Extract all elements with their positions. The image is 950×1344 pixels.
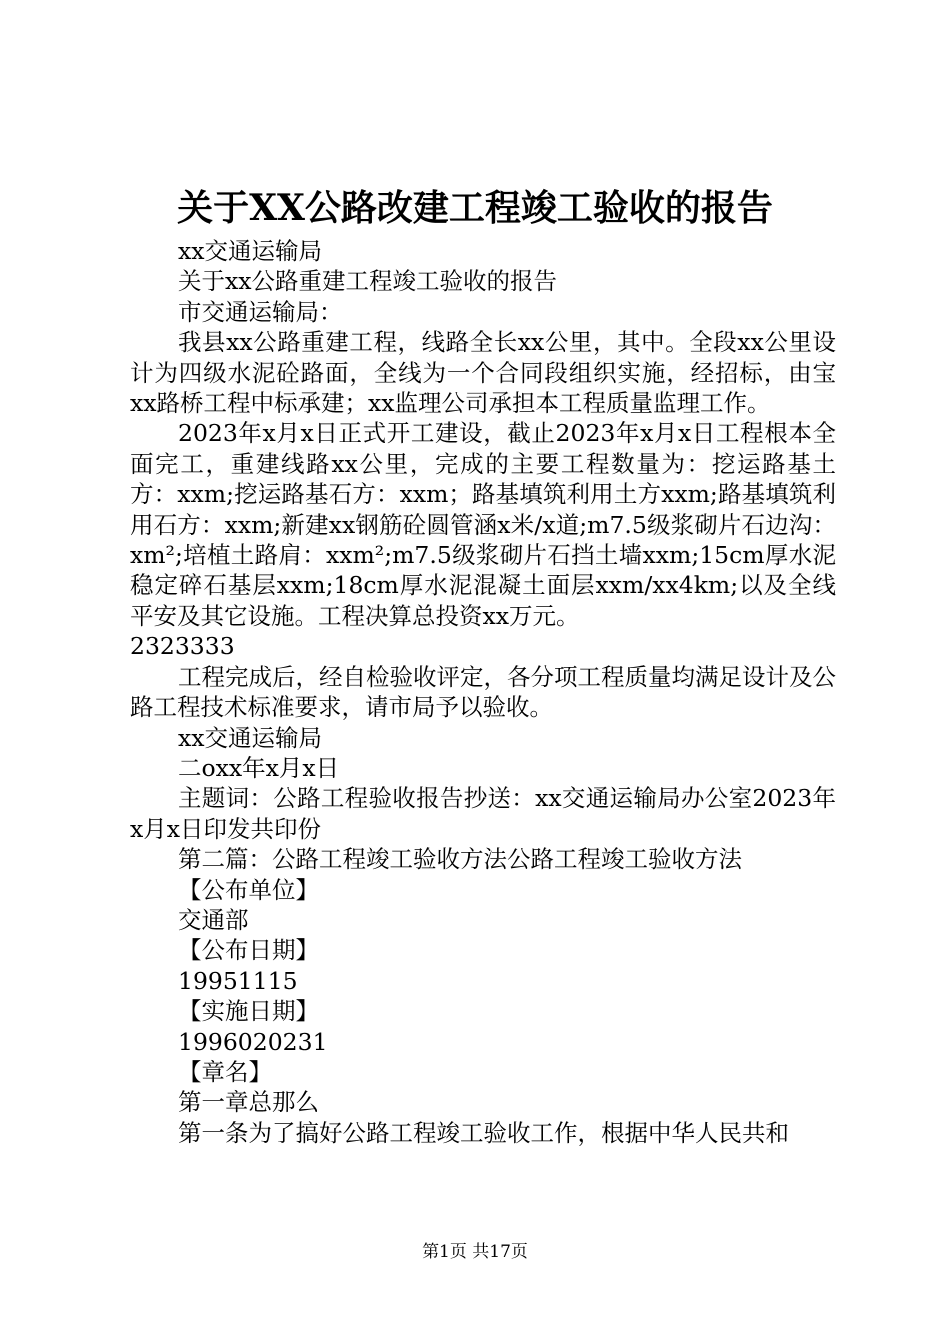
keywords-line: 主题词：公路工程验收报告抄送：xx交通运输局办公室2023年x月x日印发共印份 (130, 784, 836, 843)
sender-line: xx交通运输局 (178, 237, 323, 265)
page-number-footer: 第1页 共17页 (422, 1242, 528, 1262)
paragraph-quantities: 2023年x月x日正式开工建设，截止2023年x月x日工程根本全面完工，重建线路xx公里，完成的主要工程数量为：挖运路基土方：xxm;挖运路基石方：xxm；路基填筑利用土方xxm;路基填筑利用石方：xxm;新建xx钢筋砼圆管涵x米/x道;m7.5级浆砌片石边沟：xm²;培植土路肩：xxm²;m7.5级浆砌片石挡土墙xxm;15cm厚水泥稳定碎石基层xxm;18cm厚水泥混凝土面层xxm/xx4km;以及全线平安及其它设施。工程决算总投资xx万元。 (130, 419, 836, 630)
recipient-line: 市交通运输局： (178, 297, 343, 326)
field-label-publisher: 【公布单位】 (178, 875, 319, 904)
field-label-effective-date: 【实施日期】 (178, 997, 319, 1026)
field-label-chapter: 【章名】 (178, 1057, 272, 1086)
document-body (130, 236, 836, 1148)
paragraph-overview: 我县xx公路重建工程，线路全长xx公里，其中。全段xx公里设计为四级水泥砼路面，全线为一个合同段组织实施，经招标，由宝xx路桥工程中标承建；xx监理公司承担本工程质量监理工作。 (130, 328, 836, 418)
field-value-publish-date: 19951115 (178, 966, 298, 995)
field-value-chapter: 第一章总那么 (178, 1088, 319, 1117)
field-label-publish-date: 【公布日期】 (178, 936, 319, 965)
paragraph-number: 2323333 (130, 632, 235, 661)
field-value-effective-date: 1996020231 (178, 1027, 328, 1056)
document-title: 关于XX公路改建工程竣工验收的报告 (177, 187, 773, 229)
field-value-publisher: 交通部 (178, 905, 249, 934)
signature-date: 二oxx年x月x日 (178, 753, 340, 782)
article-one: 第一条为了搞好公路工程竣工验收工作，根据中华人民共和 (178, 1118, 789, 1147)
paragraph-request: 工程完成后，经自检验收评定，各分项工程质量均满足设计及公路工程技术标准要求，请市局予以验收。 (130, 662, 836, 722)
subject-line: 关于xx公路重建工程竣工验收的报告 (178, 267, 558, 296)
section-two-heading: 第二篇：公路工程竣工验收方法公路工程竣工验收方法 (178, 845, 742, 874)
signature-org: xx交通运输局 (178, 723, 323, 752)
